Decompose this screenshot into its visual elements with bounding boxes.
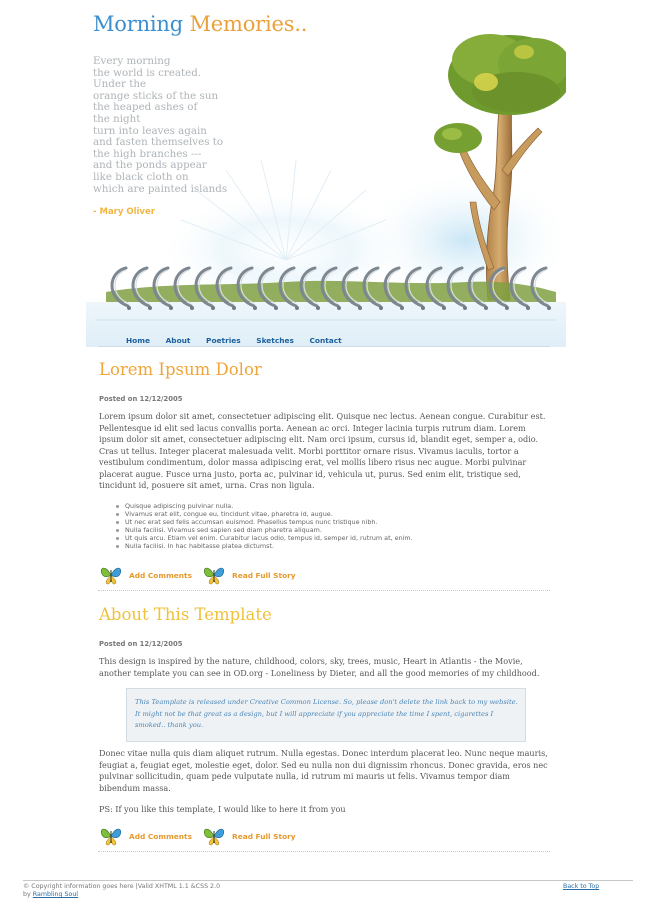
post-separator (98, 851, 550, 852)
post-title: About This Template (99, 605, 272, 624)
poem-line: the night (93, 112, 141, 125)
poem-line: orange sticks of the sun (93, 89, 219, 102)
by-label: by (23, 891, 31, 899)
post-bullet-list (113, 502, 533, 551)
post-body: Donec vitae nulla quis diam aliquet rutrum. Nulla egestas. Donec interdum placerat leo. Nunc neque mauris, feugiat a, feugiat eget, molestie eget, dolor. Sed eu nulla non dui dignissim rhoncus. Donec gravida, eros nec pulvinar sollicitudin, quam pede vulputate nulla, id rutrum mi mauris ut felis. Vivamus tempor diam bibendum massa. (99, 748, 548, 793)
add-comments-link[interactable]: Add Comments (129, 832, 192, 841)
poem-line: the heaped ashes of (93, 101, 198, 114)
butterfly-icon (202, 564, 226, 586)
back-to-top-link[interactable]: Back to Top (563, 883, 600, 890)
poem-line: Under the (93, 78, 147, 91)
post-body: Lorem ipsum dolor sit amet, consectetuer adipiscing elit. Quisque nec lectus. Aenean congue. Curabitur est. Pellentesque id elit sed lacus convallis porta. Aenean ac orci. Integer lacinia turpis rutrum diam. Lorem ipsum dolor sit amet, consectetuer adipiscing elit. Nam orci ipsum, cursus id, blandit eget, semper a, odio. Cras ut tellus. Integer placerat malesuada velit. Morbi porttitor ornare risus. Vivamus iaculis, tortor a vestibulum condimentum, dolor massa adipiscing erat, vel mollis libero risus nec augue. Morbi pulvinar placerat augue. Fusce urna justo, porta ac, pulvinar id, vehicula ut, purus. Sed enim elit, tristique sed, tincidunt id, posuere sit amet, urna. Cras non ligula. (99, 411, 546, 490)
poem-line: and the ponds appear (93, 159, 207, 172)
poem-line: Every morning (93, 55, 171, 67)
poem-line: like black cloth on (93, 170, 189, 183)
list-item: Ut nec erat sed felis accumsan euismod. Phasellus tempus nunc tristique nibh. (113, 518, 533, 526)
list-item: Vivamus erat elit, congue eu, tincidunt vitae, pharetra id, augue. (113, 510, 533, 518)
footer (23, 883, 220, 900)
list-item: Quisque adipiscing pulvinar nulla. (113, 502, 533, 510)
read-full-story-link[interactable]: Read Full Story (232, 832, 296, 841)
read-full-story-link[interactable]: Read Full Story (232, 571, 296, 580)
spiral-holes (127, 306, 551, 310)
poem-line: which are painted islands (93, 182, 228, 195)
footer-divider (23, 880, 633, 881)
poem-line: turn into leaves again (93, 124, 207, 137)
list-item: Ut quis arcu. Etiam vel enim. Curabitur lacus odio, tempus id, semper id, rutrum at, enim. (113, 534, 533, 542)
post-ps: PS: If you like this template, I would like to here it from you (99, 804, 346, 814)
nav-poetries[interactable]: Poetries (206, 336, 241, 345)
author-link[interactable]: Rambling Soul (32, 891, 79, 899)
list-item: Nulla facilisi. Vivamus sed sapien sed diam pharetra aliquam. (113, 526, 533, 534)
post-date: Posted on 12/12/2005 (99, 640, 183, 648)
license-notice-text: This Teamplate is released under Creative Common License. So, please don't delete the link back to my website. It might not be that great as a design, but I will appreciate if you appreciate the time I spent, cigarettes I smoked.. thank you. (135, 698, 518, 730)
copyright-text: © Copyright information goes here |Valid XHTML 1.1 &CSS 2.0 (23, 883, 221, 890)
nav-about[interactable]: About (165, 336, 191, 345)
main-nav (126, 336, 355, 345)
site-title-part2: Memories.. (189, 12, 308, 36)
poem-author: - Mary Oliver (93, 207, 155, 217)
nav-sketches[interactable]: Sketches (256, 336, 294, 345)
poem-line: the world is created. (93, 66, 202, 79)
nav-divider (98, 346, 550, 347)
add-comments-link[interactable]: Add Comments (129, 571, 192, 580)
footer-credit (23, 891, 220, 899)
post-date: Posted on 12/12/2005 (99, 395, 183, 403)
post-title: Lorem Ipsum Dolor (99, 360, 262, 379)
nav-contact[interactable]: Contact (309, 336, 342, 345)
list-item: Nulla facilisi. In hac habitasse platea dictumst. (113, 542, 533, 550)
butterfly-icon (99, 564, 123, 586)
butterfly-icon (202, 825, 226, 847)
poem-line: the high branches --- (93, 147, 202, 160)
post-intro: This design is inspired by the nature, childhood, colors, sky, trees, music, Heart in Atlantis - the Movie, another template you can see in OD.org - Loneliness by Dieter, and all the good memories of my childhood. (99, 656, 540, 678)
header-illustration (86, 20, 566, 355)
license-notice (126, 688, 526, 742)
poem-line: and fasten themselves to (93, 136, 224, 149)
butterfly-icon (99, 825, 123, 847)
nav-home[interactable]: Home (126, 336, 150, 345)
site-title-part1: Morning (93, 12, 183, 36)
post-separator (98, 590, 550, 591)
